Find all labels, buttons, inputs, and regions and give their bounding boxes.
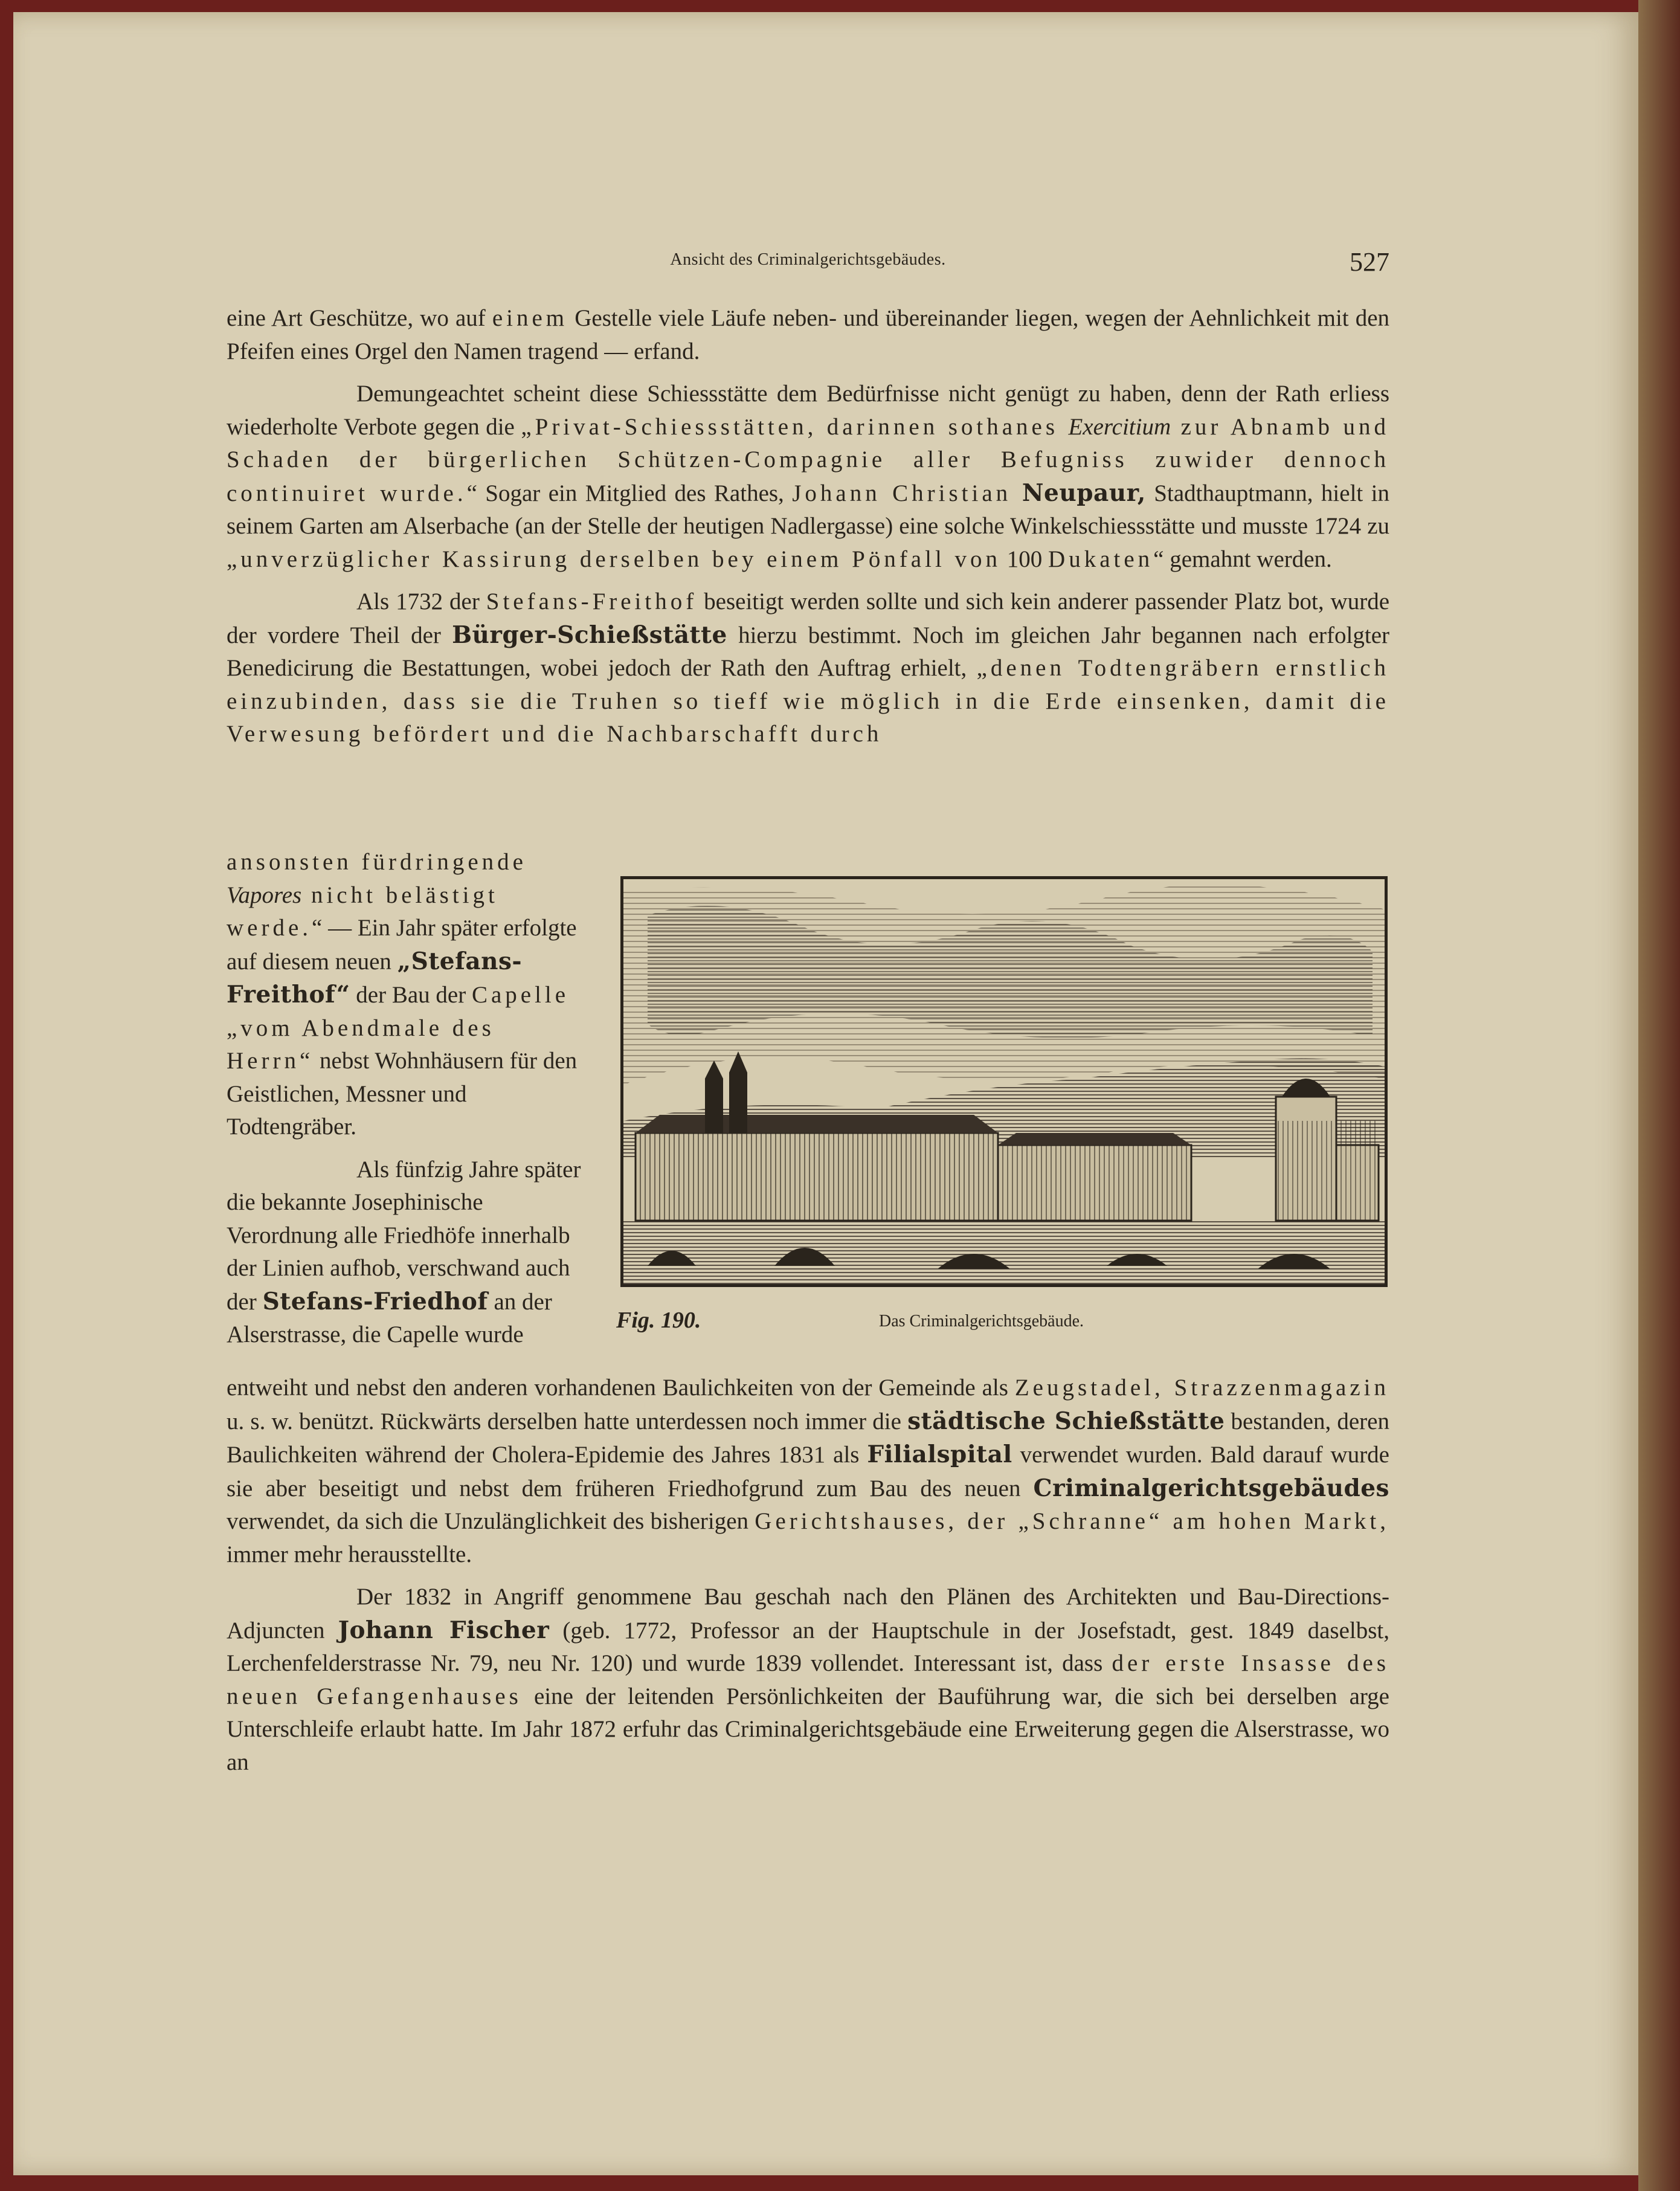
italic-term: Exercitium xyxy=(1068,413,1171,440)
book-binding-edge xyxy=(1638,0,1680,2191)
text: nebst Wohnhäusern für den Geistlichen, Messner und Todtengräber. xyxy=(227,1048,578,1140)
fraktur-term: Bürger-Schießstätte xyxy=(452,621,727,649)
figure-190 xyxy=(620,876,1388,1287)
fraktur-term: Criminalgerichtsgebäudes xyxy=(1033,1474,1389,1502)
text: “ Sogar ein Mitglied des Rathes, xyxy=(466,480,793,506)
criminal-court-building-engraving xyxy=(623,879,1385,1284)
paragraph-3-continued xyxy=(227,846,587,1144)
spaced-quote: Capelle „vom Abendmale des Herrn“ xyxy=(227,982,570,1074)
text: eine Art Geschütze, wo auf xyxy=(227,305,492,331)
spaced-term: der erste Insasse des neuen Gefangenhauses xyxy=(227,1650,1389,1709)
paragraph-1 xyxy=(227,302,1389,368)
paragraph-4-continued xyxy=(227,1372,1389,1571)
text: an der Alserstrasse, die Capelle wurde xyxy=(227,1288,552,1347)
figure-title: Das Criminalgerichtsgebäude. xyxy=(879,1312,1084,1331)
spaced-quote: zur Abnamb und Schaden der bürgerlichen Schützen-Compagnie aller Befugniss zuwider dennoch continuiret wurde. xyxy=(227,413,1389,506)
spaced-quote: „Privat-Schiessstätten, darinnen sothanes xyxy=(521,413,1069,440)
page-number: 527 xyxy=(1350,247,1389,277)
spaced-name: Johann Christian xyxy=(792,480,1012,506)
text: bestanden, deren Baulichkeiten während der Cholera-Epidemie des Jahres 1831 als xyxy=(227,1408,1389,1468)
text: Als fünfzig Jahre später die bekannte Josephinische Verordnung alle Friedhöfe innerhalb der Linien aufhob, verschwand auch der xyxy=(227,1156,581,1315)
spaced-name: Stefans-Freithof xyxy=(486,589,698,615)
spaced-quote: nicht belästigt werde. xyxy=(227,882,498,941)
text: entweiht und nebst den anderen vorhandenen Baulichkeiten von der Gemeinde als xyxy=(227,1375,1015,1401)
spaced-quote: „denen Todtengräbern ernstlich einzubinden, dass sie die Truhen so tieff wie möglich in die Erde einsenken, damit die Verwesung befördert und die Nachbarschafft durch xyxy=(227,655,1389,747)
text-block-top xyxy=(227,302,1389,751)
fraktur-term: städtische Schießstätte xyxy=(907,1407,1225,1435)
paragraph-2 xyxy=(227,378,1389,576)
fraktur-name: Johann Fischer xyxy=(338,1616,550,1644)
text: 100 xyxy=(1001,546,1049,572)
fraktur-term: Stefans-Friedhof xyxy=(262,1287,488,1315)
spaced-term: Zeugstadel, Strazzenmagazin xyxy=(1014,1375,1389,1401)
text: Demungeachtet scheint diese Schiessstätte dem Bedürfnisse nicht genügt zu haben, denn der Rath erliess wiederholte Verbote gegen die xyxy=(227,381,1389,440)
text: “ gemahnt werden. xyxy=(1153,546,1332,572)
fraktur-name: Neupaur, xyxy=(1011,479,1146,507)
text: u. s. w. benützt. Rückwärts derselben hatte unterdessen noch immer die xyxy=(227,1408,908,1434)
figure-caption xyxy=(616,1307,1389,1337)
spaced-quote: Dukaten xyxy=(1048,546,1154,572)
figure-label: Fig. 190. xyxy=(616,1308,701,1333)
text: “ — Ein Jahr später erfolgte auf diesem neuen xyxy=(227,915,577,975)
italic-term: Vapores xyxy=(227,882,302,908)
text: verwendet wurden. Bald darauf wurde sie aber beseitigt und nebst dem früheren Friedhofgrund zum Bau des neuen xyxy=(227,1442,1389,1502)
text: beseitigt werden sollte und sich kein anderer passender Platz bot, wurde der vordere Theil der xyxy=(227,589,1389,648)
text: (geb. 1772, Professor an der Hauptschule in der Josefstadt, gest. 1849 daselbst, Lerchenfelderstrasse Nr. 79, neu Nr. 120) und wurde 1839 vollendet. Interessant ist, dass xyxy=(227,1617,1389,1676)
text: verwendet, da sich die Unzulänglichkeit des bisherigen xyxy=(227,1508,755,1534)
paragraph-5 xyxy=(227,1581,1389,1779)
spaced-text: einem xyxy=(492,305,568,331)
text: Der 1832 in Angriff genommene Bau geschah nach den Plänen des Architekten und Bau-Directions-Adjuncten xyxy=(227,1584,1389,1644)
paragraph-4-start xyxy=(227,1154,587,1352)
text: der Bau der xyxy=(350,982,472,1008)
paragraph-3 xyxy=(227,586,1389,751)
text: Gestelle viele Läufe neben- und übereinander liegen, wegen der Aehnlichkeit mit den Pfeifen eines Orgel den Namen tragend — erfand. xyxy=(227,305,1390,364)
text: eine der leitenden Persönlichkeiten der Bauführung war, die sich bei derselben arge Unterschleife erlaubt hatte. Im Jahr 1872 erfuhr das Criminalgerichtsgebäude eine Erweiterung gegen die Alserstrasse, wo an xyxy=(227,1683,1389,1775)
spaced-quote: „unverzüglicher Kassirung derselben bey einem Pönfall von xyxy=(227,546,1002,572)
spaced-term: Gerichtshauses, der „Schranne“ am hohen Markt, xyxy=(755,1508,1389,1534)
text: hierzu bestimmt. Noch im gleichen Jahr begannen nach erfolgter Benedicirung die Bestattungen, wobei jedoch der Rath den Auftrag erhielt, xyxy=(227,622,1389,681)
page-header xyxy=(227,247,1389,283)
text: immer mehr herausstellte. xyxy=(227,1541,472,1567)
text: Stadthauptmann, hielt in seinem Garten am Alserbache (an der Stelle der heutigen Nadlergasse) eine solche Winkelschiessstätte und musste 1724 zu xyxy=(227,480,1390,539)
text-block-beside-figure xyxy=(227,846,587,1352)
spaced-quote: ansonsten fürdringende xyxy=(227,849,527,875)
fraktur-term: Filialspital xyxy=(867,1441,1012,1468)
running-title: Ansicht des Criminalgerichtsgebäudes. xyxy=(670,250,946,269)
fraktur-term: „Stefans-Freithof“ xyxy=(227,947,523,1008)
text: Als 1732 der xyxy=(356,589,486,615)
text-block-bottom xyxy=(227,1372,1389,1779)
